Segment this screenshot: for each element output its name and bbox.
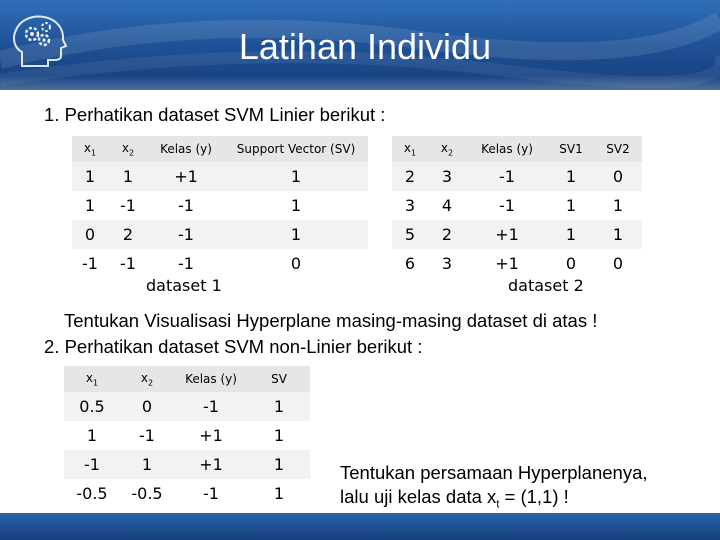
table-cell: 2 [428,220,466,249]
table-cell: 1 [248,479,310,508]
table-cell: -1 [148,191,224,220]
table-cell: 0 [120,392,174,421]
table-cell: 0 [224,249,368,278]
question-2-task-line2: lalu uji kelas data $x_t = (1,1)$ ! [340,486,569,511]
table-header-row [72,136,368,162]
table-row [392,191,642,220]
table-cell: 1 [108,162,148,191]
table-cell: -0.5 [64,479,120,508]
dataset-2-caption: dataset 2 [508,276,584,295]
table-cell: 3 [428,249,466,278]
column-header-x1: $x_1$ [64,366,120,392]
table-cell: +1 [466,249,548,278]
table-row [72,191,368,220]
table-row [72,220,368,249]
table-cell: +1 [466,220,548,249]
table-cell: -1 [466,162,548,191]
column-header-sv2: SV2 [594,136,642,162]
slide-footer-bar [0,513,720,540]
table-cell: 0.5 [64,392,120,421]
dataset-3-table [64,366,310,508]
table-cell: +1 [148,162,224,191]
table-cell: -1 [174,392,248,421]
dataset-1-table [72,136,368,278]
column-header-x2: $x_2$ [120,366,174,392]
question-1-task: Tentukan Visualisasi Hyperplane masing-masing dataset di atas ! [64,310,598,331]
table-row [72,249,368,278]
table-cell: 5 [392,220,428,249]
table-cell: -1 [466,191,548,220]
table-cell: 1 [120,450,174,479]
table-header-row [392,136,642,162]
table-cell: 1 [248,392,310,421]
table-header-row [64,366,310,392]
column-header-kelas: Kelas (y) [148,136,224,162]
table-cell: -1 [72,249,108,278]
column-header-sv: SV [248,366,310,392]
column-header-kelas: Kelas (y) [466,136,548,162]
table-cell: 1 [224,220,368,249]
table-cell: 1 [548,191,594,220]
table-cell: 3 [428,162,466,191]
table-cell: -1 [108,191,148,220]
table-row [64,392,310,421]
column-header-kelas: Kelas (y) [174,366,248,392]
question-2-text: 2. Perhatikan dataset SVM non-Linier berikut : [44,336,423,357]
table-cell: 0 [594,249,642,278]
table-cell: -1 [120,421,174,450]
table-cell: 1 [64,421,120,450]
table-cell: -1 [108,249,148,278]
table-cell: 1 [248,421,310,450]
table-row [64,421,310,450]
table-cell: 1 [72,191,108,220]
column-header-sv: Support Vector (SV) [224,136,368,162]
table-cell: 0 [594,162,642,191]
table-cell: -1 [148,220,224,249]
dataset-1-caption: dataset 1 [146,276,222,295]
table-cell: -0.5 [120,479,174,508]
table-cell: +1 [174,450,248,479]
table-row [392,162,642,191]
table-cell: -1 [148,249,224,278]
table-cell: 1 [72,162,108,191]
column-header-x1: $x_1$ [72,136,108,162]
table-cell: +1 [174,421,248,450]
table-row [64,479,310,508]
table-cell: 4 [428,191,466,220]
column-header-x2: $x_2$ [428,136,466,162]
slide-title: Latihan Individu [238,26,492,67]
table-cell: 0 [72,220,108,249]
column-header-x2: $x_2$ [108,136,148,162]
table-cell: 3 [392,191,428,220]
table-cell: -1 [174,479,248,508]
table-row [392,249,642,278]
dataset-2-table [392,136,642,278]
table-cell: 1 [224,162,368,191]
table-cell: 1 [248,450,310,479]
table-cell: 6 [392,249,428,278]
table-row [64,450,310,479]
question-2-task-line1: Tentukan persamaan Hyperplanenya, [340,462,648,483]
table-cell: 1 [594,191,642,220]
table-row [392,220,642,249]
slide-header [0,0,720,90]
column-header-sv1: SV1 [548,136,594,162]
table-cell: 1 [548,220,594,249]
column-header-x1: $x_1$ [392,136,428,162]
table-cell: 1 [548,162,594,191]
table-cell: 2 [108,220,148,249]
table-cell: 0 [548,249,594,278]
table-cell: 1 [224,191,368,220]
table-cell: 1 [594,220,642,249]
table-row [72,162,368,191]
table-cell: 2 [392,162,428,191]
table-cell: -1 [64,450,120,479]
question-1-text: 1. Perhatikan dataset SVM Linier berikut : [44,104,386,125]
